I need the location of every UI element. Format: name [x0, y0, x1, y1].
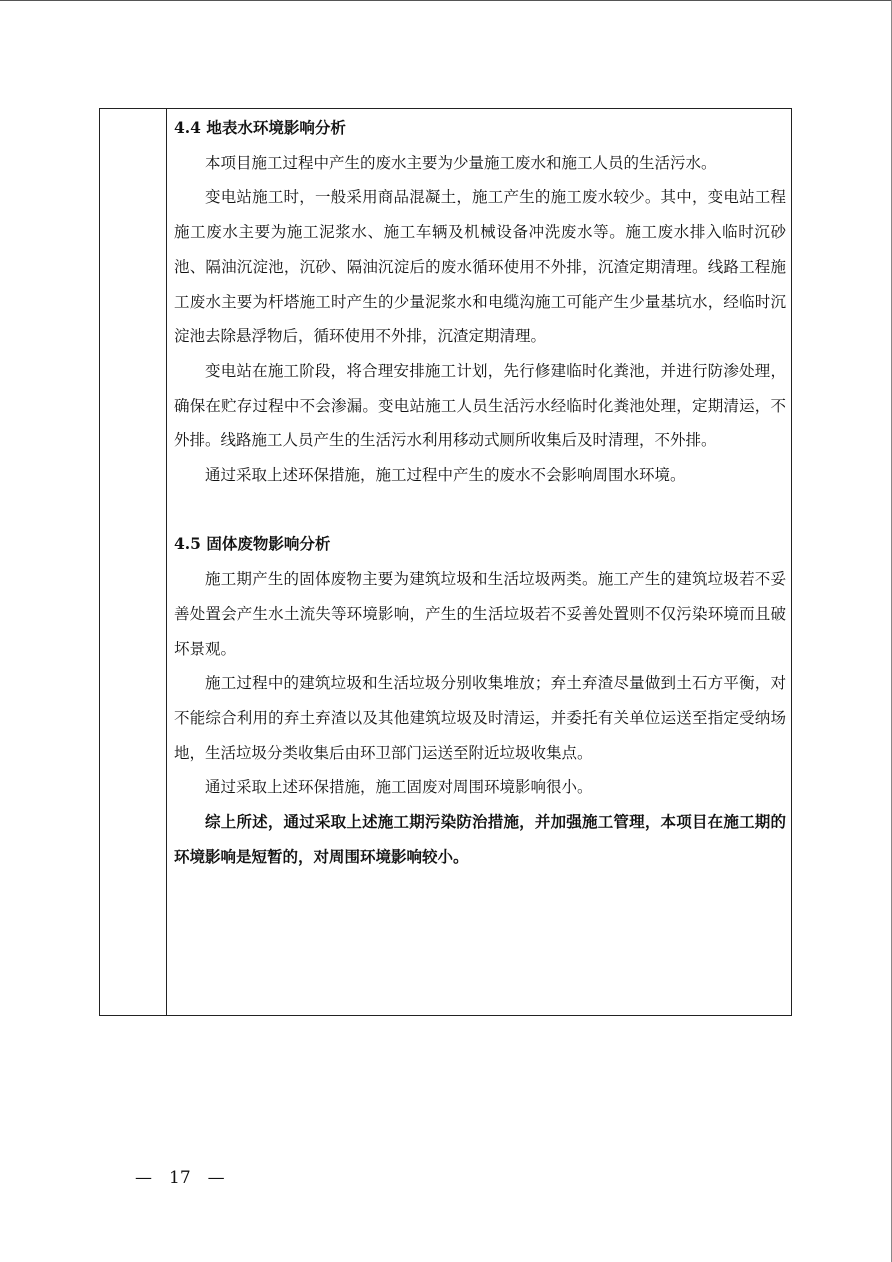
- section-heading-4-4: 4.4 地表水环境影响分析: [174, 118, 346, 137]
- content-table: [99, 108, 792, 1016]
- content-cell: [174, 111, 786, 874]
- paragraph: 变电站在施工阶段，将合理安排施工计划，先行修建临时化粪池，并进行防渗处理，确保在贮存过程中不会渗漏。变电站施工人员生活污水经临时化粪池处理，定期清运，不外排。线路施工人员产生的生活污水利用移动式厕所收集后及时清理，不外排。: [174, 361, 786, 450]
- paragraph: 本项目施工过程中产生的废水主要为少量施工废水和施工人员的生活污水。: [205, 153, 717, 172]
- top-rule: [0, 0, 892, 1]
- page-number: — 17 —: [135, 1168, 225, 1188]
- paragraph: 通过采取上述环保措施，施工固废对周围环境影响很小。: [205, 778, 593, 797]
- paragraph: 通过采取上述环保措施，施工过程中产生的废水不会影响周围水环境。: [205, 466, 686, 485]
- section-spacer: [174, 493, 786, 528]
- column-divider: [166, 109, 167, 1015]
- paragraph: 施工期产生的固体废物主要为建筑垃圾和生活垃圾两类。施工产生的建筑垃圾若不妥善处置会产生水土流失等环境影响，产生的生活垃圾若不妥善处置则不仅污染环境而且破坏景观。: [174, 570, 786, 658]
- section-heading-4-5: 4.5 固体废物影响分析: [174, 534, 331, 554]
- paragraph: 施工过程中的建筑垃圾和生活垃圾分别收集堆放；弃土弃渣尽量做到土石方平衡，对不能综合利用的弃土弃渣以及其他建筑垃圾及时清运，并委托有关单位运送至指定受纳场地，生活垃圾分类收集后由环卫部门运送至附近垃圾收集点。: [174, 674, 786, 762]
- paragraph: 变电站施工时，一般采用商品混凝土，施工产生的施工废水较少。其中，变电站工程施工废水主要为施工泥浆水、施工车辆及机械设备冲洗废水等。施工废水排入临时沉砂池、隔油沉淀池，沉砂、隔油沉淀后的废水循环使用不外排，沉渣定期清理。线路工程施工废水主要为杆塔施工时产生的少量泥浆水和电缆沟施工可能产生少量基坑水，经临时沉淀池去除悬浮物后，循环使用不外排，沉渣定期清理。: [174, 188, 786, 346]
- conclusion-paragraph: 综上所述，通过采取上述施工期污染防治措施，并加强施工管理，本项目在施工期的环境影响是短暂的，对周围环境影响较小。: [174, 812, 786, 866]
